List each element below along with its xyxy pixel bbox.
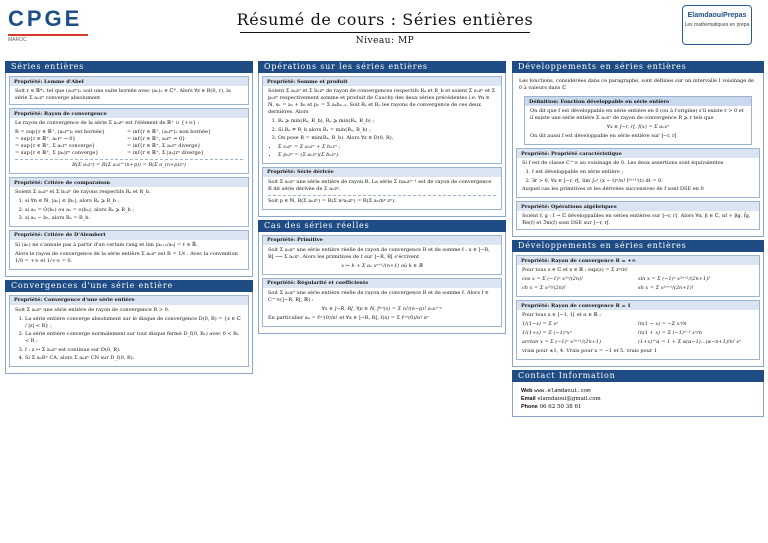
cpge-logo bbox=[8, 6, 98, 46]
title-rule bbox=[240, 32, 530, 33]
section-operations bbox=[258, 73, 506, 217]
section-developpements-2 bbox=[512, 252, 764, 367]
section-header-developpements: Développements en séries entières bbox=[512, 61, 764, 73]
prop-title: Propriété: Lemme d'Abel bbox=[10, 77, 248, 86]
prop-text: Soit Σ aₙxⁿ une série entière réelle de rayon de convergence R et de somme f. Alors f ∈ C^∞(]−R, R[, ℝ) : bbox=[268, 289, 489, 303]
prop-rayon bbox=[9, 108, 249, 174]
list-item: 1. Rₛ ⩾ min(Rₐ, R_b), Rₚ ⩾ min(Rₐ, R_b) ; bbox=[278, 118, 496, 125]
prop-abel bbox=[9, 76, 249, 105]
prop-title: Propriété: Propriété caractéristique bbox=[517, 149, 759, 158]
compare-list bbox=[25, 198, 243, 222]
def-title: Définition: Fonction développable en série entière bbox=[525, 97, 751, 106]
section-header-operations: Opérations sur les séries entières bbox=[258, 61, 506, 73]
prop-text: Soit Σ aₙzⁿ une série entière de rayon R. La série Σ naₙzⁿ⁻¹ est de rayon de convergence R dit série dérivée de Σ aₙzⁿ. bbox=[268, 178, 492, 192]
list-item: 2. ∃r > 0, ∀x ∈ ]−r, r[, lim ∫₀ˣ (x − t)ⁿ/n! f⁽ⁿ⁺¹⁾(t) dt = 0. bbox=[532, 178, 754, 185]
email-link[interactable]: elamdaoui@gmail.com bbox=[537, 396, 601, 402]
carac-list bbox=[532, 169, 754, 185]
section-convergence bbox=[5, 292, 253, 374]
equal-formula: R(Σ aₙzⁿ) = R(Σ aₙz^(n+p)) = R(Σ a_(n+p)zⁿ) bbox=[72, 162, 186, 168]
level-label: Niveau: MP bbox=[355, 36, 415, 46]
contact-phone: Phone 06 62 50 38 61 bbox=[521, 404, 582, 410]
section-header-reelles: Cas des séries réelles bbox=[258, 220, 506, 232]
prop-intro: Soient Σ aₙzⁿ et Σ bₙzⁿ de rayons respectifs Rₐ et R_b. bbox=[15, 189, 151, 195]
formula-item: 1/(1+x) = Σ (−1)ⁿxⁿ bbox=[522, 330, 572, 336]
prop-text: Alors le rayon de convergence de la série entière Σ aₙzⁿ est R = 1/ℓ . Avec la convention 1/0 = +∞ et 1/+∞ = 0. bbox=[15, 250, 238, 264]
prop-intro: Soit Σ aₙzⁿ une série entière de rayon de convergence R > 0. bbox=[15, 306, 170, 313]
prop-rayon-infini bbox=[516, 255, 760, 297]
prop-somme-produit bbox=[262, 76, 502, 164]
title-block bbox=[200, 10, 570, 46]
prop-title: Propriété: Critère de D'Alembert bbox=[10, 231, 248, 240]
formula-item: sin x = Σ (−1)ⁿ x²ⁿ⁺¹/(2n+1)! bbox=[638, 276, 711, 282]
right-logo-sub: Les mathématiques en prépa bbox=[684, 22, 750, 28]
prop-text: vrais pour ±1, 4. Vrais pour x = −1 et 5. vrais pour 1 bbox=[522, 348, 658, 354]
page-header bbox=[0, 0, 768, 52]
formula-item: (1+x)^α = 1 + Σ α(α−1)…(α−n+1)/n! xⁿ bbox=[638, 339, 742, 345]
dashed-divider bbox=[268, 195, 496, 196]
prop-title: Propriété: Opérations algébriques bbox=[517, 202, 759, 211]
two-col-formulas bbox=[522, 276, 754, 294]
formula-item: ln(1 + x) = Σ (−1)ⁿ⁻¹ xⁿ/n bbox=[638, 330, 702, 336]
prop-title: Propriété: Critère de comparaison bbox=[10, 178, 248, 187]
prop-text: On dit aussi f est développable en série entière sur ]−r, r[ bbox=[530, 133, 677, 139]
prop-title: Propriété: Somme et produit bbox=[263, 77, 501, 86]
formula-item: 1/(1−x) = Σ xⁿ bbox=[522, 321, 559, 327]
section-header-developpements-2: Développements en séries entières bbox=[512, 240, 764, 252]
prop-primitive bbox=[262, 235, 502, 275]
prop-body: Soit r ∈ ℝ*₊ tel que (aₙrⁿ)ₙ soit une suite bornée avec (aₙ)ₙ ∈ ℂᴺ. Alors ∀z ∈ B(0, r), la série Σ aₙzⁿ converge absolument bbox=[15, 88, 231, 101]
math-row: R = sup{r ∈ ℝ⁺, (aₙrⁿ)ₙ est bornée} = inf{r ∈ ℝ⁺, (aₙrⁿ)ₙ non bornée} bbox=[15, 129, 212, 135]
list-item: 3. On pose R = min(Rₐ, R_b). Alors ∀z ∈ D(0, R), bbox=[278, 135, 496, 142]
somme-list bbox=[278, 118, 496, 142]
list-item: 1. La série entière converge absolument sur le disque de convergence D(0, R) = {z ∈ ℂ / |z| < R} ; bbox=[25, 316, 243, 330]
list-item: 3. si aₙ ∼ bₙ, alors Rₐ = R_b. bbox=[25, 215, 243, 222]
formula-item: sh x = Σ x²ⁿ⁺¹/(2n+1)! bbox=[638, 285, 694, 291]
prop-intro: Pour tous x ∈ ]−1, 1[ et α ∈ ℝ : bbox=[522, 312, 601, 318]
regularite-formula: ∀x ∈ ]−R, R[, ∀p ∈ ℕ, f⁽ᵖ⁾(x) = Σ n!/(n−p)! aₙxⁿ⁻ᵖ bbox=[321, 305, 443, 312]
prop-title: Propriété: Régularité et coefficients bbox=[263, 279, 501, 288]
section-header-series: Séries entières bbox=[5, 61, 253, 73]
section-intro: Les fonctions, considérées dans ce paragraphe, sont définies sur un intervalle I voisinage de 0 à valeurs dans ℂ bbox=[519, 78, 754, 91]
logo-sub: MAROC bbox=[8, 37, 27, 43]
prop-regularite bbox=[262, 278, 502, 327]
dashed-divider bbox=[15, 159, 243, 160]
prop-caracteristique bbox=[516, 148, 760, 198]
prop-title: Propriété: Rayon de convergence R = +∞ bbox=[517, 256, 759, 265]
section-contact bbox=[512, 382, 764, 417]
page-title: Résumé de cours : Séries entières bbox=[236, 10, 534, 29]
elamdaoui-logo bbox=[682, 5, 752, 45]
formula-item: arctan x = Σ (−1)ⁿ x²ⁿ⁺¹/(2n+1) bbox=[522, 339, 602, 345]
formula-item: cos x = Σ (−1)ⁿ x²ⁿ/(2n)! bbox=[522, 276, 584, 282]
prop-title: Propriété: Rayon de convergence bbox=[10, 109, 248, 118]
prop-text: Auquel cas les primitives et les dérivées successives de f sont DSE en 0 bbox=[522, 186, 704, 192]
prop-dalembert bbox=[9, 230, 249, 270]
column-2 bbox=[258, 61, 506, 334]
web-link[interactable]: www.elamdaoui.com bbox=[534, 388, 591, 394]
list-item: 3. f : z ↦ Σ aₙzⁿ est continue sur D(0, R). bbox=[25, 347, 243, 354]
prop-text: Si (aₙ) ne s'annule pas à partir d'un certain rang et lim |aₙ₊₁/aₙ| = ℓ ∈ ℝ̄. bbox=[15, 241, 198, 248]
formula-item: ln(1 − x) = −Σ xⁿ/n bbox=[638, 321, 687, 327]
primitive-formula: x ↦ k + Σ aₙ xⁿ⁺¹/(n+1) où k ∈ ℝ bbox=[341, 262, 423, 269]
list-item: 2. si aₙ = O(bₙ) ou aₙ = o(bₙ), alors Rₐ ⩾ R_b ; bbox=[25, 207, 243, 214]
prop-text: Soit Σ aₙxⁿ une série entière réelle de rayon de convergence R et de somme f : x ∈ ]−R, R[ ⟶ Σ aₙxⁿ. Alors les primitives de f sur ]−R, R[ s'écrivent bbox=[268, 246, 490, 260]
prop-text: On dit que f est développable en série entière en 0 (ou à l'origine) s'il existe r > 0 et il existe une série entière Σ aₙxⁿ de rayon de convergence R ⩾ r tels que bbox=[530, 108, 744, 121]
list-item: • Σ pₙzⁿ = (Σ aₙzⁿ)(Σ bₙzⁿ). bbox=[278, 152, 496, 159]
section-reelles bbox=[258, 232, 506, 334]
prop-intro: Si f est de classe C^∞ au voisinage de 0. Les deux assertions sont équivalentes bbox=[522, 160, 724, 166]
list-item: 1. si ∀n ∈ ℕ, |aₙ| ≤ |bₙ|, alors Rₐ ⩾ R_b ; bbox=[25, 198, 243, 205]
prop-title: Propriété: Rayon de convergence R = 1 bbox=[517, 301, 759, 310]
prop-convergence bbox=[9, 295, 249, 367]
prop-text: Soit p ∈ ℕ, R(Σ aₙzⁿ) = R(Σ nᵖaₙzⁿ) = R(Σ aₙ/nᵖ zⁿ). bbox=[268, 197, 396, 204]
section-series bbox=[5, 73, 253, 277]
prop-comparaison bbox=[9, 177, 249, 227]
prop-intro: Le rayon de convergence de la série Σ aₙzⁿ est l'élément de ℝ⁺ ∪ {+∞} : bbox=[15, 120, 200, 126]
math-row: = sup{r ∈ ℝ⁺, Σ |aₙ|rⁿ converge} = inf{r ∈ ℝ⁺, Σ |aₙ|rⁿ diverge} bbox=[15, 150, 204, 156]
formula-list bbox=[278, 144, 496, 160]
list-item: 1. f est développable en série entière ; bbox=[532, 169, 754, 176]
column-1 bbox=[5, 61, 253, 374]
def-dse bbox=[524, 96, 752, 145]
section-header-convergence: Convergences d'une série entière bbox=[5, 280, 253, 292]
math-row: = sup{r ∈ ℝ⁺, Σ aₙrⁿ converge} = inf{r ∈ ℝ⁺, Σ aₙrⁿ diverge} bbox=[15, 143, 201, 149]
def-formula: ∀x ∈ ]−r, r[, f(x) = Σ aₙxⁿ bbox=[606, 124, 670, 130]
prop-algebriques bbox=[516, 201, 760, 230]
contact-web: Web www.elamdaoui.com bbox=[521, 388, 591, 394]
section-developpements bbox=[512, 73, 764, 237]
list-item: • Σ sₙzⁿ = Σ aₙzⁿ + Σ bₙzⁿ ; bbox=[278, 144, 496, 151]
prop-intro: Pour tous z ∈ ℂ et x ∈ ℝ : exp(z) = Σ zⁿ/n! bbox=[522, 267, 628, 273]
math-row: = sup{r ∈ ℝ⁺, aₙrⁿ → 0} = inf{r ∈ ℝ⁺, aₙrⁿ ↛ 0} bbox=[15, 136, 186, 142]
phone-number: 06 62 50 38 61 bbox=[539, 404, 582, 410]
prop-title: Propriété: Convergence d'une série entière bbox=[10, 296, 248, 305]
formula-item: ch x = Σ x²ⁿ/(2n)! bbox=[522, 285, 566, 291]
column-3 bbox=[512, 61, 764, 417]
prop-text: En particulier aₙ = f⁽ⁿ⁾(0)/n! et ∀x ∈ ]−R, R[, f(x) = Σ f⁽ⁿ⁾(0)/n! xⁿ bbox=[268, 314, 429, 321]
right-logo-name: ElamdaouiPrepas bbox=[687, 12, 747, 19]
two-col-formulas bbox=[522, 321, 754, 348]
logo-underline bbox=[8, 34, 88, 36]
prop-title: Propriété: Primitive bbox=[263, 236, 501, 245]
logo-mark: CPGE bbox=[8, 6, 83, 31]
list-item: 4. Si Σ aₙRⁿ CA, alors Σ aₙzⁿ CN sur D_f(0, R). bbox=[25, 355, 243, 362]
section-header-contact: Contact Information bbox=[512, 370, 764, 382]
prop-body: Soient f, g : I → ℂ développables en séries entières sur ]−r, r[. Alors ∀α, β ∈ ℂ, αf + βg, f̄g, ℜe(f) et ℑm(f) sont DSE sur ]−r, r[. bbox=[522, 213, 751, 226]
prop-rayon-un bbox=[516, 300, 760, 360]
convergence-list bbox=[25, 316, 243, 363]
prop-serie-derivee bbox=[262, 167, 502, 210]
list-item: 2. La série entière converge normalement sur tout disque fermé D_f(0, R₁) avec 0 < R₁ < R ; bbox=[25, 331, 243, 345]
prop-title: Propriété: Série dérivée bbox=[263, 168, 501, 177]
contact-email: Email elamdaoui@gmail.com bbox=[521, 396, 601, 402]
prop-text: Soient Σ aₙzⁿ et Σ bₙzⁿ de rayon de convergences respectifs Rₐ et R_b et soient Σ sₙzⁿ et Σ pₙzⁿ respectivement somme et produit de Cauchy des deux séries précédentes i.e. ∀n ∈ ℕ, sₙ = aₙ + bₙ et pₙ = Σ aₖbₙ₋ₖ. Soit Rₛ et Rₚ les rayons de convergence de ces deux dernières. Alors bbox=[268, 88, 496, 115]
list-item: 2. Si Rₐ ≠ R_b alors Rₛ = min(Rₐ, R_b) ; bbox=[278, 127, 496, 134]
